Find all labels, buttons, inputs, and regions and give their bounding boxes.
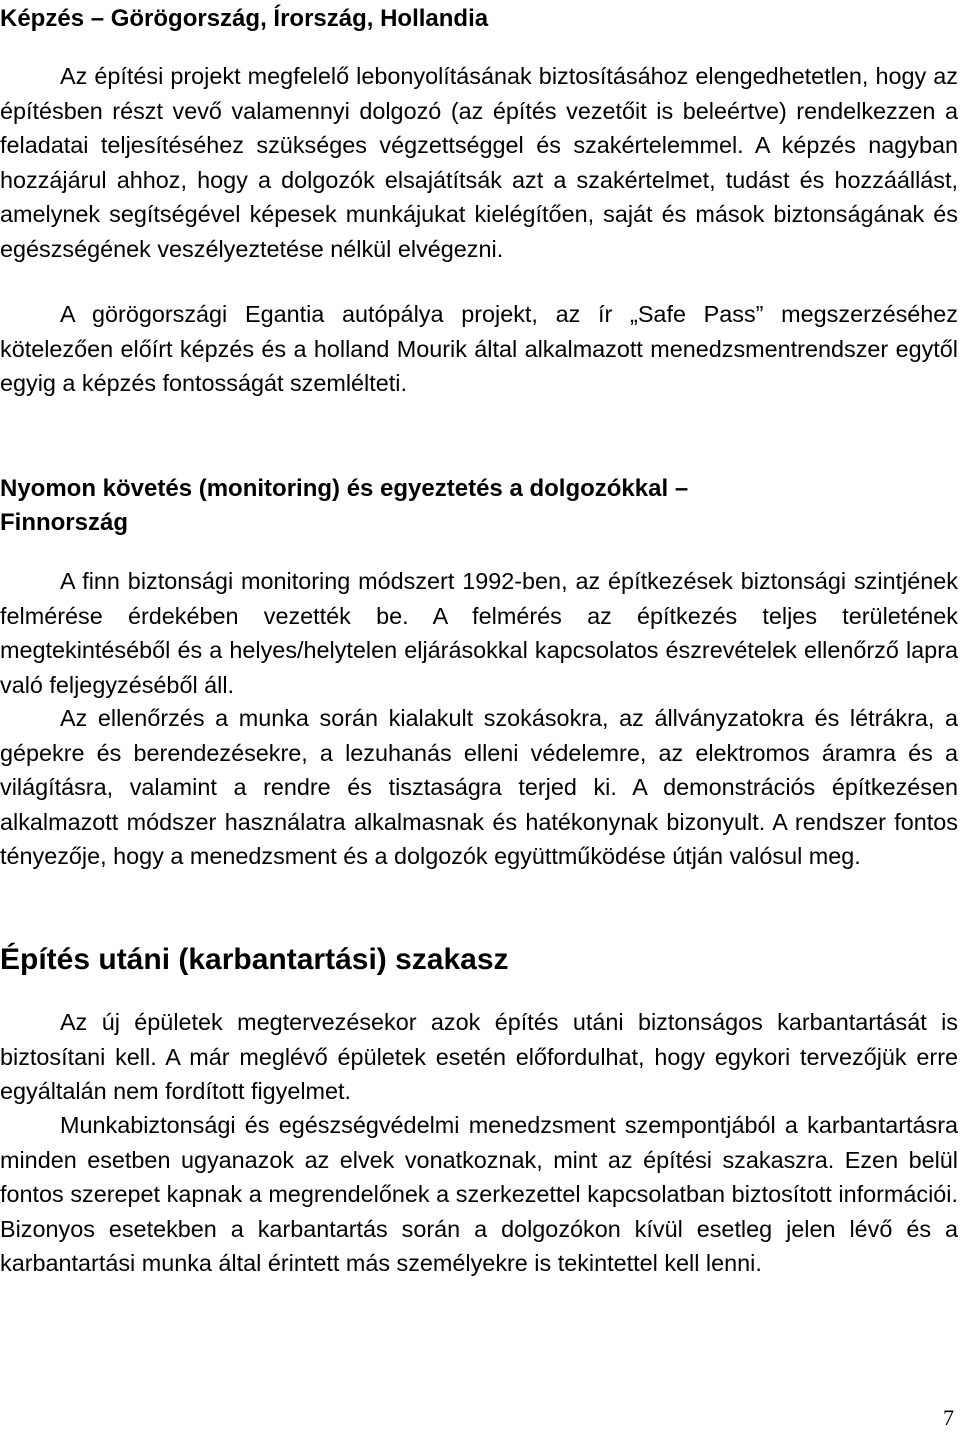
paragraph-training-examples: A görögországi Egantia autópálya projekt, az ír „Safe Pass” megszerzéséhez kötelezően előírt képzés és a holland Mourik által alkalmazott menedzsmentrendszer egytől egyig a képzés fontosságát szemlélteti. [0, 301, 958, 397]
section-heading-monitoring-line2: Finnország [0, 509, 129, 536]
section-heading-maintenance: Építés utáni (karbantartási) szakasz [0, 943, 509, 976]
paragraph-maintenance-design: Az új épületek megtervezésekor azok építés utáni biztonságos karbantartását is biztosítani kell. A már meglévő épületek esetén előfordulhat, hogy egykori tervezőjük erre egyáltalán nem fordított figyelmet. [0, 1009, 958, 1105]
paragraph-monitoring-scope: Az ellenőrzés a munka során kialakult szokásokra, az állványzatokra és létrákra, a gépekre és berendezésekre, a lezuhanás elleni védelemre, az elektromos áramra és a világításra, valamint a rendre és tisztaságra terjed ki. A demonstrációs építkezésen alkalmazott módszer használatra alkalmasnak és hatékonynak bizonyult. A rendszer fontos tényezője, hogy a menedzsment és a dolgozók együttműködése útján valósul meg. [0, 705, 958, 870]
paragraph-monitoring-method: A finn biztonsági monitoring módszert 1992-ben, az építkezések biztonsági szintjének felmérése érdekében vezették be. A felmérés az építkezés teljes területének megtekintéséből és a helyes/helytelen eljárásokkal kapcsolatos észrevételek ellenőrző lapra való feljegyzéséből áll. [0, 568, 958, 698]
paragraph-maintenance-principles: Munkabiztonsági és egészségvédelmi menedzsment szempontjából a karbantartásra minden esetben ugyanazok az elvek vonatkoznak, mint az építési szakaszra. Ezen belül fontos szerepet kapnak a megrendelőnek a szerkezettel kapcsolatban biztosított információi. Bizonyos esetekben a karbantartás során a dolgozókon kívül esetleg jelen lévő és a karbantartási munka által érintett más személyekre is tekintettel kell lenni. [0, 1112, 958, 1277]
page-number: 7 [943, 1405, 954, 1430]
paragraph-training-intro: Az építési projekt megfelelő lebonyolításának biztosításához elengedhetetlen, hogy az építésben részt vevő valamennyi dolgozó (az építés vezetőit is beleértve) rendelkezzen a feladatai teljesítéséhez szükséges végzettséggel és szakértelemmel. A képzés nagyban hozzájárul ahhoz, hogy a dolgozók elsajátítsák azt a szakértelmet, tudást és hozzáállást, amelynek segítségével képesek munkájukat kielégítően, saját és mások biztonságának és egészségének veszélyeztetése nélkül elvégezni. [0, 63, 958, 262]
section-heading-training: Képzés – Görögország, Írország, Hollandia [0, 5, 489, 32]
section-heading-monitoring-line1: Nyomon követés (monitoring) és egyeztetés a dolgozókkal – [0, 475, 689, 502]
section-heading-monitoring [0, 472, 688, 540]
